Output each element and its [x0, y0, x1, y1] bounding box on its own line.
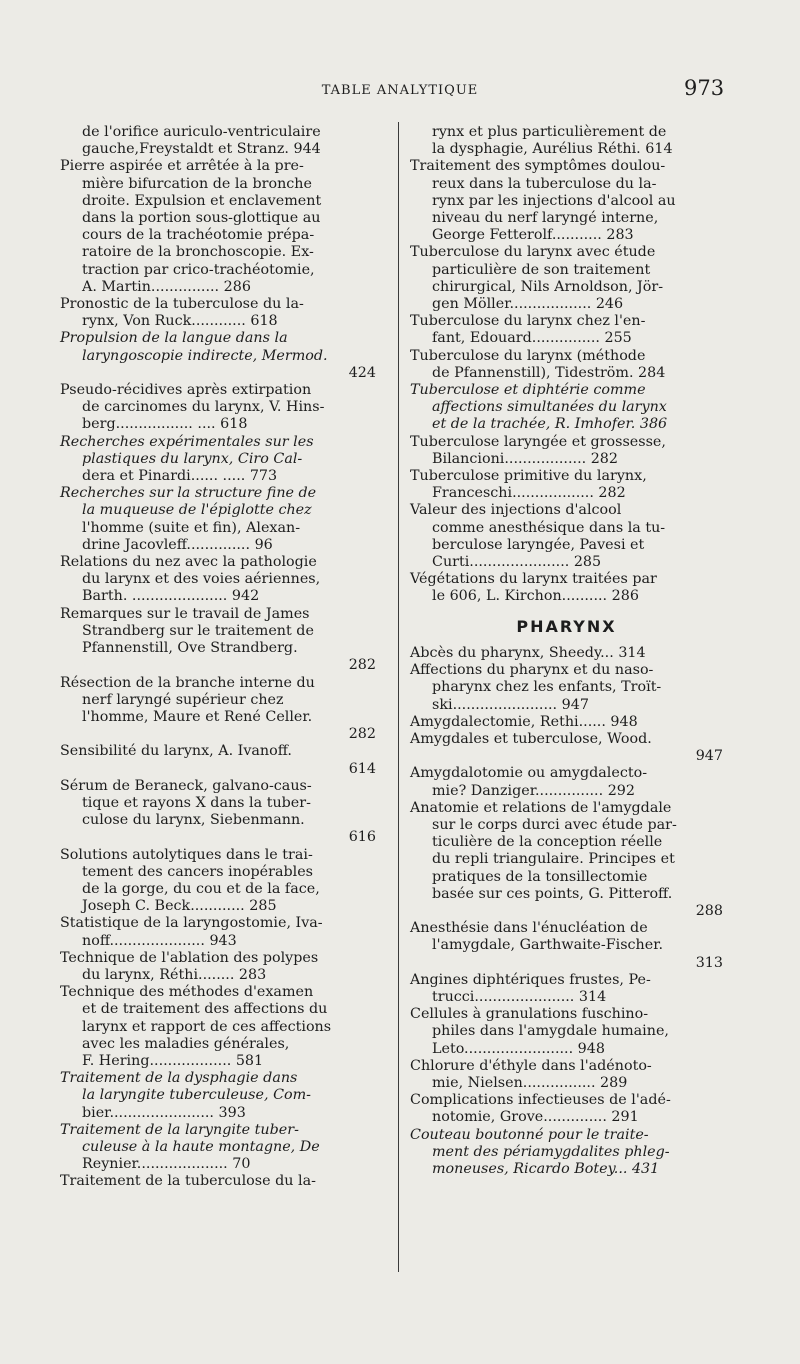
index-line: rynx et plus particulièrement de: [432, 124, 667, 140]
index-line: Propulsion de la langue dans la: [60, 330, 288, 347]
index-line: ticulière de la conception réelle: [432, 834, 663, 851]
index-line: sur le corps durci avec étude par-: [432, 816, 677, 833]
index-line: Pierre aspirée et arrêtée à la pre-: [60, 158, 304, 175]
index-line: ment des périamygdalites phleg-: [432, 1143, 670, 1160]
index-line: Statistique de la laryngostomie, Iva-: [60, 915, 323, 932]
index-line: Pseudo-récidives après extirpation: [60, 382, 312, 399]
index-line: le 606, L. Kirchon.......... 286: [432, 588, 639, 605]
index-line: et de traitement des affections du: [82, 1001, 328, 1018]
index-line: Traitement de la dysphagie dans: [60, 1070, 298, 1087]
index-line: Franceschi.................. 282: [432, 485, 626, 502]
index-line: mie? Danziger............... 292: [432, 782, 635, 799]
index-line: Technique de l'ablation des polypes: [60, 949, 319, 966]
index-line: Valeur des injections d'alcool: [410, 502, 622, 519]
index-line: Affections du pharynx et du naso-: [410, 662, 654, 679]
index-line: Résection de la branche interne du: [60, 674, 315, 691]
index-line: Anesthésie dans l'énucléation de: [410, 920, 648, 937]
running-header: TABLE ANALYTIQUE: [321, 83, 479, 98]
index-line: affections simultanées du larynx: [432, 399, 667, 416]
index-line: dans la portion sous-glottique au: [82, 210, 321, 227]
index-line: avec les maladies générales,: [82, 1035, 290, 1052]
index-line: 288: [695, 902, 723, 919]
index-line: l'amygdale, Garthwaite-Fischer.: [432, 937, 664, 954]
index-line: chirurgical, Nils Arnoldson, Jör-: [432, 278, 664, 295]
index-line: laryngoscopie indirecte, Mermod.: [82, 347, 328, 364]
right-column: [410, 124, 723, 1178]
index-line: ratoire de la bronchoscopie. Ex-: [82, 244, 314, 261]
index-line: 616: [348, 829, 376, 846]
index-line: la laryngite tuberculeuse, Com-: [82, 1087, 312, 1104]
index-line: George Fetterolf........... 283: [432, 227, 634, 244]
index-line: Angines diphtériques frustes, Pe-: [410, 971, 651, 988]
index-line: Traitement des symptômes doulou-: [410, 158, 666, 175]
column-divider: [398, 122, 399, 1272]
index-line: moneuses, Ricardo Botey... 431: [432, 1160, 660, 1177]
index-line: 424: [348, 364, 376, 381]
index-line: du repli triangulaire. Principes et: [432, 851, 675, 868]
index-line: Tuberculose laryngée et grossesse,: [410, 433, 666, 450]
index-line: droite. Expulsion et enclavement: [82, 192, 322, 209]
pharynx-entries: [410, 645, 723, 1178]
index-line: notomie, Grove.............. 291: [432, 1109, 639, 1126]
index-line: de carcinomes du larynx, V. Hins-: [82, 399, 325, 416]
index-line: berculose laryngée, Pavesi et: [432, 536, 645, 553]
index-line: cours de la trachéotomie prépa-: [82, 227, 315, 244]
index-line: Curti...................... 285: [432, 554, 602, 571]
index-line: rynx par les injections d'alcool au: [432, 192, 676, 209]
index-line: Leto........................ 948: [432, 1040, 605, 1057]
index-line: mière bifurcation de la bronche: [82, 175, 312, 192]
index-line: la dysphagie, Aurélius Réthi. 614: [432, 141, 673, 158]
index-line: Strandberg sur le traitement de: [82, 622, 314, 639]
index-line: Complications infectieuses de l'adé-: [410, 1092, 671, 1109]
index-line: Recherches expérimentales sur les: [60, 433, 314, 450]
index-line: Abcès du pharynx, Sheedy... 314: [410, 644, 646, 661]
index-line: de la gorge, du cou et de la face,: [82, 880, 320, 897]
page-number: 973: [684, 76, 725, 100]
index-line: Bilancioni.................. 282: [432, 450, 618, 467]
index-line: reux dans la tuberculose du la-: [432, 175, 657, 192]
index-line: culose du larynx, Siebenmann.: [82, 812, 305, 829]
index-line: plastiques du larynx, Ciro Cal-: [82, 450, 303, 467]
index-line: philes dans l'amygdale humaine,: [432, 1023, 669, 1040]
index-line: mie, Nielsen................ 289: [432, 1074, 628, 1091]
index-line: traction par crico-trachéotomie,: [82, 261, 315, 278]
index-line: Anatomie et relations de l'amygdale: [410, 799, 672, 816]
index-line: culeuse à la haute montagne, De: [82, 1138, 320, 1155]
index-line: Amygdalectomie, Rethi...... 948: [410, 713, 638, 730]
index-line: tement des cancers inopérables: [82, 863, 314, 880]
index-line: Barth. ..................... 942: [82, 588, 260, 605]
index-line: gauche,Freystaldt et Stranz. 944: [82, 141, 321, 158]
index-line: de Pfannenstill), Tideström. 284: [432, 364, 666, 381]
index-line: A. Martin............... 286: [82, 278, 251, 295]
section-heading: PHARYNX: [516, 616, 617, 636]
index-line: nerf laryngé supérieur chez: [82, 691, 284, 708]
index-line: 614: [348, 760, 376, 777]
index-line: Remarques sur le travail de James: [60, 605, 310, 622]
index-line: noff..................... 943: [82, 932, 237, 949]
index-line: Sérum de Beraneck, galvano-caus-: [60, 777, 312, 794]
index-line: F. Hering.................. 581: [82, 1052, 264, 1069]
index-line: pratiques de la tonsillectomie: [432, 868, 648, 885]
index-line: Pronostic de la tuberculose du la-: [60, 296, 304, 313]
index-line: Sensibilité du larynx, A. Ivanoff.: [60, 743, 292, 760]
index-line: Tuberculose du larynx (méthode: [410, 347, 646, 364]
index-line: Tuberculose du larynx chez l'en-: [410, 313, 646, 330]
index-line: Technique des méthodes d'examen: [60, 984, 314, 1001]
index-line: Végétations du larynx traitées par: [410, 571, 657, 588]
index-line: du larynx et des voies aériennes,: [82, 571, 321, 588]
index-line: du larynx, Réthi........ 283: [82, 966, 267, 983]
index-line: 282: [348, 726, 376, 743]
index-line: berg................. .... 618: [82, 416, 248, 433]
index-line: Tuberculose et diphtérie comme: [410, 382, 646, 399]
index-line: ski....................... 947: [432, 696, 589, 713]
index-line: Couteau boutonné pour le traite-: [410, 1126, 649, 1143]
index-line: Chlorure d'éthyle dans l'adénoto-: [410, 1057, 652, 1074]
index-line: Reynier.................... 70: [82, 1156, 251, 1173]
left-column: [60, 124, 376, 1191]
index-line: Tuberculose primitive du larynx,: [410, 468, 647, 485]
index-line: l'homme, Maure et René Celler.: [82, 708, 313, 725]
index-line: niveau du nerf laryngé interne,: [432, 210, 659, 227]
index-line: bier....................... 393: [82, 1104, 246, 1121]
index-line: Relations du nez avec la pathologie: [60, 554, 317, 571]
index-line: 313: [695, 954, 723, 971]
index-line: Tuberculose du larynx avec étude: [410, 244, 656, 261]
index-line: Amygdalotomie ou amygdalecto-: [410, 765, 648, 782]
index-line: 282: [348, 657, 376, 674]
index-line: de l'orifice auriculo-ventriculaire: [82, 124, 321, 140]
index-line: gen Möller.................. 246: [432, 296, 624, 313]
index-line: Traitement de la laryngite tuber-: [60, 1121, 299, 1138]
index-line: basée sur ces points, G. Pitteroff.: [432, 885, 673, 902]
index-line: Solutions autolytiques dans le trai-: [60, 846, 313, 863]
larynx-entries-continued: [410, 124, 723, 606]
index-line: Cellules à granulations fuschino-: [410, 1006, 649, 1023]
index-line: la muqueuse de l'épiglotte chez: [82, 502, 312, 519]
index-line: drine Jacovleff.............. 96: [82, 536, 273, 553]
index-line: et de la trachée, R. Imhofer. 386: [432, 416, 668, 433]
index-line: comme anesthésique dans la tu-: [432, 519, 666, 536]
index-line: tique et rayons X dans la tuber-: [82, 794, 311, 811]
index-line: Traitement de la tuberculose du la-: [60, 1173, 316, 1190]
index-line: particulière de son traitement: [432, 261, 651, 278]
index-line: Recherches sur la structure fine de: [60, 485, 317, 502]
index-line: Amygdales et tuberculose, Wood.: [410, 730, 652, 747]
index-line: trucci...................... 314: [432, 988, 607, 1005]
index-line: fant, Edouard............... 255: [432, 330, 632, 347]
index-line: larynx et rapport de ces affections: [82, 1018, 332, 1035]
index-line: Pfannenstill, Ove Strandberg.: [82, 640, 298, 657]
index-line: dera et Pinardi...... ..... 773: [82, 468, 278, 485]
index-line: 947: [695, 748, 723, 765]
index-line: pharynx chez les enfants, Troït-: [432, 679, 662, 696]
index-line: Joseph C. Beck............ 285: [82, 898, 277, 915]
index-line: rynx, Von Ruck............ 618: [82, 313, 278, 330]
index-line: l'homme (suite et fin), Alexan-: [82, 519, 301, 536]
